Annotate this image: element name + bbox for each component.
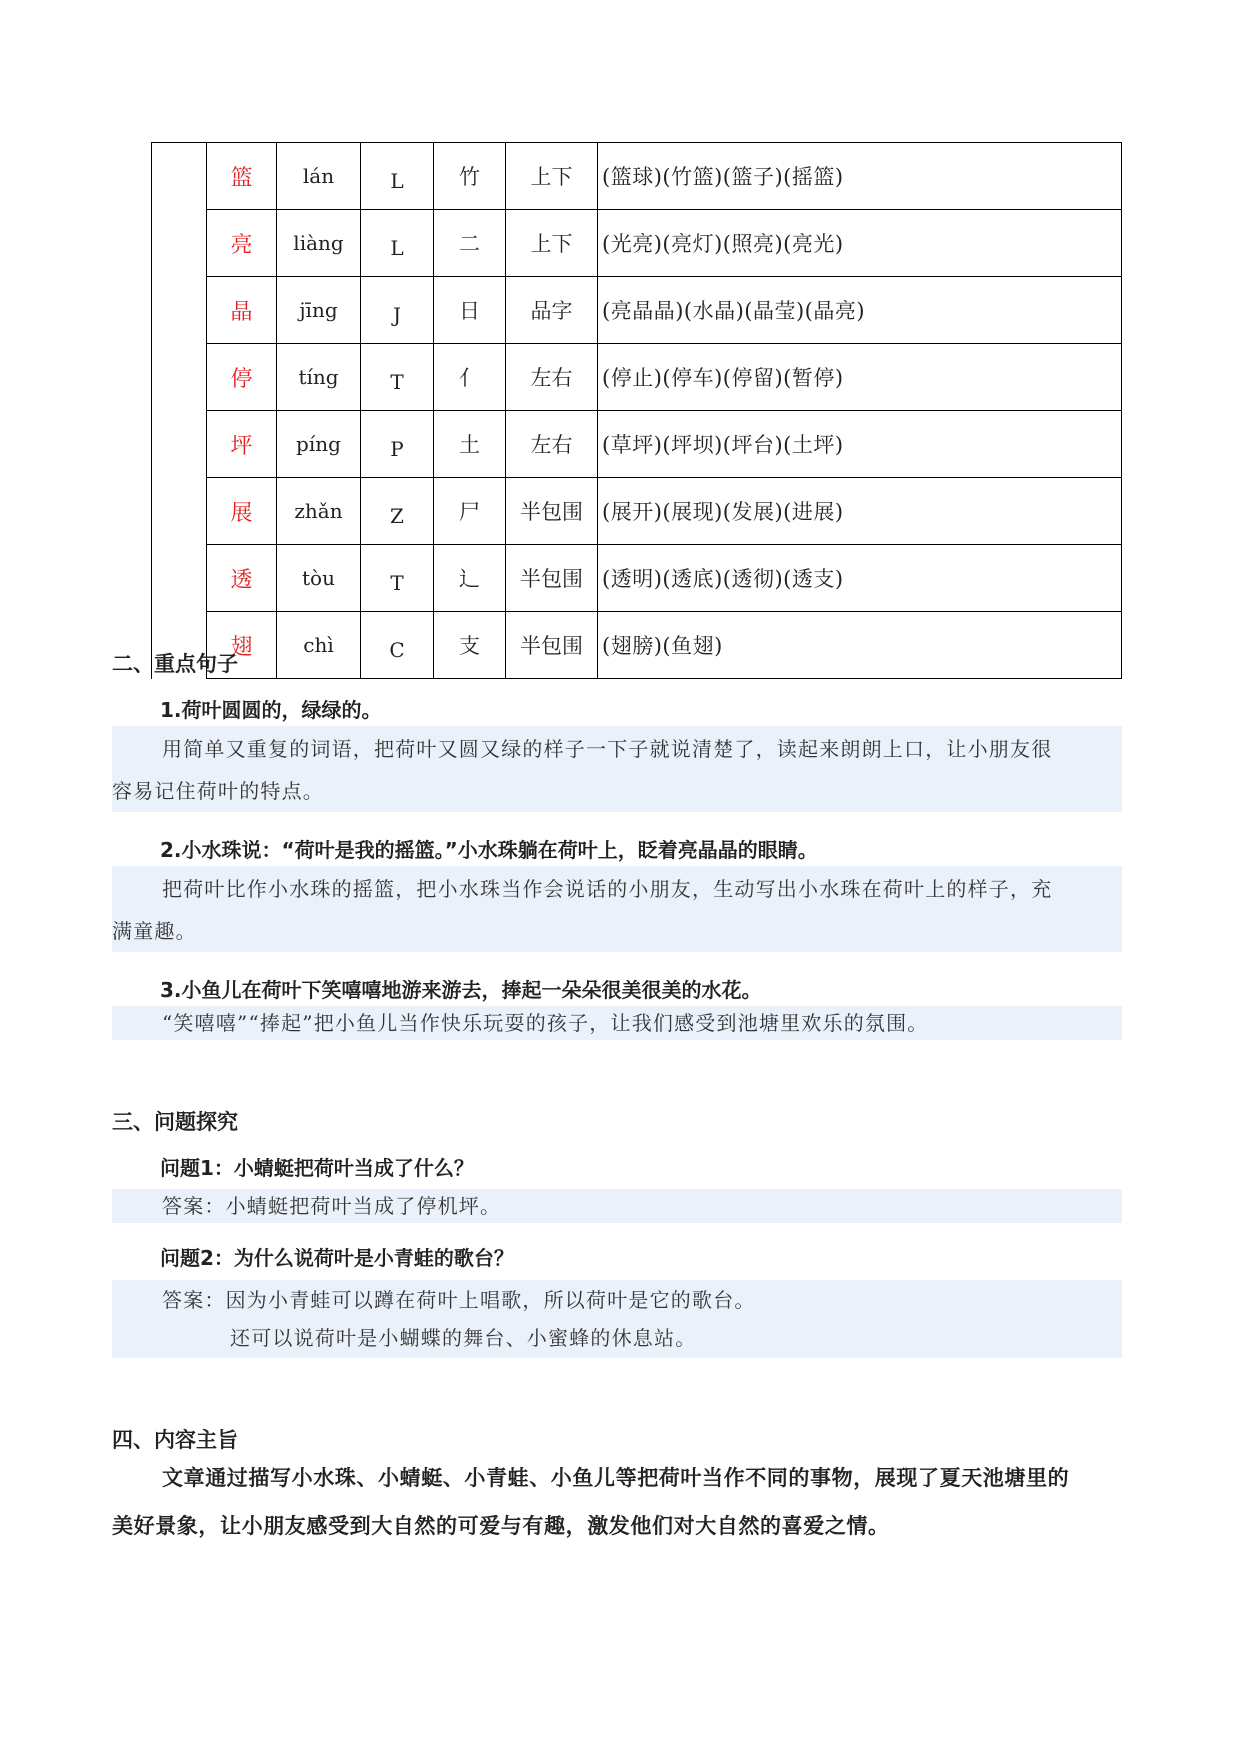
question-1: 问题1：小蜻蜓把荷叶当成了什么？ [160, 1156, 474, 1180]
table-row [152, 478, 1122, 545]
table-cell-pinyin: zhǎn [277, 478, 361, 545]
answer-line: 答案：因为小青蛙可以蹲在荷叶上唱歌，所以荷叶是它的歌台。 [162, 1288, 756, 1312]
table-cell-words: (亮晶晶)(水晶)(晶莹)(晶亮) [598, 277, 1122, 344]
note-line: 满童趣。 [112, 919, 197, 943]
table-row [152, 210, 1122, 277]
section-title-main-idea: 四、内容主旨 [112, 1428, 238, 1452]
table-cell-structure: 半包围 [506, 612, 598, 679]
table-cell-character: 透 [207, 545, 277, 612]
table-cell-initial: L [361, 210, 434, 277]
key-sentence-3: 3.小鱼儿在荷叶下笑嘻嘻地游来游去，捧起一朵朵很美很美的水花。 [160, 978, 762, 1002]
table-cell-words: (透明)(透底)(透彻)(透支) [598, 545, 1122, 612]
character-table [151, 142, 1122, 679]
table-cell-structure: 左右 [506, 344, 598, 411]
sentence-1-note [112, 726, 1122, 812]
table-lead-cell [152, 277, 207, 344]
main-idea-line: 文章通过描写小水珠、小蜻蜓、小青蛙、小鱼儿等把荷叶当作不同的事物，展现了夏天池塘里的 [162, 1466, 1070, 1490]
table-cell-pinyin: liàng [277, 210, 361, 277]
table-row [152, 277, 1122, 344]
table-cell-pinyin: tíng [277, 344, 361, 411]
section-title-key-sentences: 二、重点句子 [112, 652, 238, 676]
table-cell-words: (篮球)(竹篮)(篮子)(摇篮) [598, 143, 1122, 210]
table-cell-words: (草坪)(坪坝)(坪台)(土坪) [598, 411, 1122, 478]
sentence-3-note [112, 1006, 1122, 1040]
table-cell-pinyin: lán [277, 143, 361, 210]
answer-line: 还可以说荷叶是小蝴蝶的舞台、小蜜蜂的休息站。 [230, 1326, 697, 1350]
table-cell-structure: 上下 [506, 210, 598, 277]
table-cell-words: (光亮)(亮灯)(照亮)(亮光) [598, 210, 1122, 277]
table-cell-character: 展 [207, 478, 277, 545]
table-cell-radical: 日 [434, 277, 506, 344]
table-cell-radical: 支 [434, 612, 506, 679]
note-line: 容易记住荷叶的特点。 [112, 779, 324, 803]
main-idea-line: 美好景象，让小朋友感受到大自然的可爱与有趣，激发他们对大自然的喜爱之情。 [112, 1514, 890, 1538]
table-lead-cell [152, 210, 207, 277]
section-title-question-inquiry: 三、问题探究 [112, 1110, 238, 1134]
table-cell-initial: C [361, 612, 434, 679]
answer-2 [112, 1280, 1122, 1358]
note-line: “笑嘻嘻”“捧起”把小鱼儿当作快乐玩耍的孩子，让我们感受到池塘里欢乐的氛围。 [162, 1011, 929, 1035]
table-cell-initial: Z [361, 478, 434, 545]
table-cell-radical: 尸 [434, 478, 506, 545]
table-cell-words: (停止)(停车)(停留)(暂停) [598, 344, 1122, 411]
table-cell-words: (展开)(展现)(发展)(进展) [598, 478, 1122, 545]
table-cell-character: 停 [207, 344, 277, 411]
character-table-body [152, 143, 1122, 679]
table-cell-structure: 左右 [506, 411, 598, 478]
table-row [152, 344, 1122, 411]
table-lead-cell [152, 545, 207, 612]
key-sentence-1: 1.荷叶圆圆的，绿绿的。 [160, 698, 382, 722]
table-cell-initial: J [361, 277, 434, 344]
table-cell-radical: 亻 [434, 344, 506, 411]
table-cell-character: 晶 [207, 277, 277, 344]
table-row [152, 545, 1122, 612]
table-cell-pinyin: píng [277, 411, 361, 478]
table-cell-pinyin: chì [277, 612, 361, 679]
table-row [152, 143, 1122, 210]
main-idea-paragraph [112, 1454, 1122, 1550]
table-cell-structure: 半包围 [506, 545, 598, 612]
table-cell-structure: 品字 [506, 277, 598, 344]
table-cell-character: 翅 [207, 612, 277, 679]
table-cell-radical: 辶 [434, 545, 506, 612]
sentence-2-note [112, 866, 1122, 952]
table-row [152, 411, 1122, 478]
table-cell-pinyin: tòu [277, 545, 361, 612]
table-cell-initial: L [361, 143, 434, 210]
table-cell-initial: P [361, 411, 434, 478]
table-cell-radical: 土 [434, 411, 506, 478]
table-cell-radical: 二 [434, 210, 506, 277]
note-line: 把荷叶比作小水珠的摇篮，把小水珠当作会说话的小朋友，生动写出小水珠在荷叶上的样子，充 [162, 877, 1053, 901]
table-cell-pinyin: jīng [277, 277, 361, 344]
answer-line: 答案：小蜻蜓把荷叶当成了停机坪。 [162, 1194, 502, 1218]
key-sentence-2: 2.小水珠说：“荷叶是我的摇篮。”小水珠躺在荷叶上，眨着亮晶晶的眼睛。 [160, 838, 818, 862]
table-lead-cell [152, 143, 207, 210]
table-cell-structure: 上下 [506, 143, 598, 210]
table-lead-cell [152, 411, 207, 478]
table-cell-character: 坪 [207, 411, 277, 478]
note-line: 用简单又重复的词语，把荷叶又圆又绿的样子一下子就说清楚了，读起来朗朗上口，让小朋友很 [162, 737, 1053, 761]
table-cell-character: 亮 [207, 210, 277, 277]
table-row [152, 612, 1122, 679]
question-2: 问题2：为什么说荷叶是小青蛙的歌台？ [160, 1246, 514, 1270]
table-lead-cell [152, 344, 207, 411]
table-cell-initial: T [361, 344, 434, 411]
table-lead-cell [152, 478, 207, 545]
table-cell-radical: 竹 [434, 143, 506, 210]
table-cell-structure: 半包围 [506, 478, 598, 545]
answer-1 [112, 1189, 1122, 1223]
table-cell-words: (翅膀)(鱼翅) [598, 612, 1122, 679]
table-cell-character: 篮 [207, 143, 277, 210]
table-cell-initial: T [361, 545, 434, 612]
